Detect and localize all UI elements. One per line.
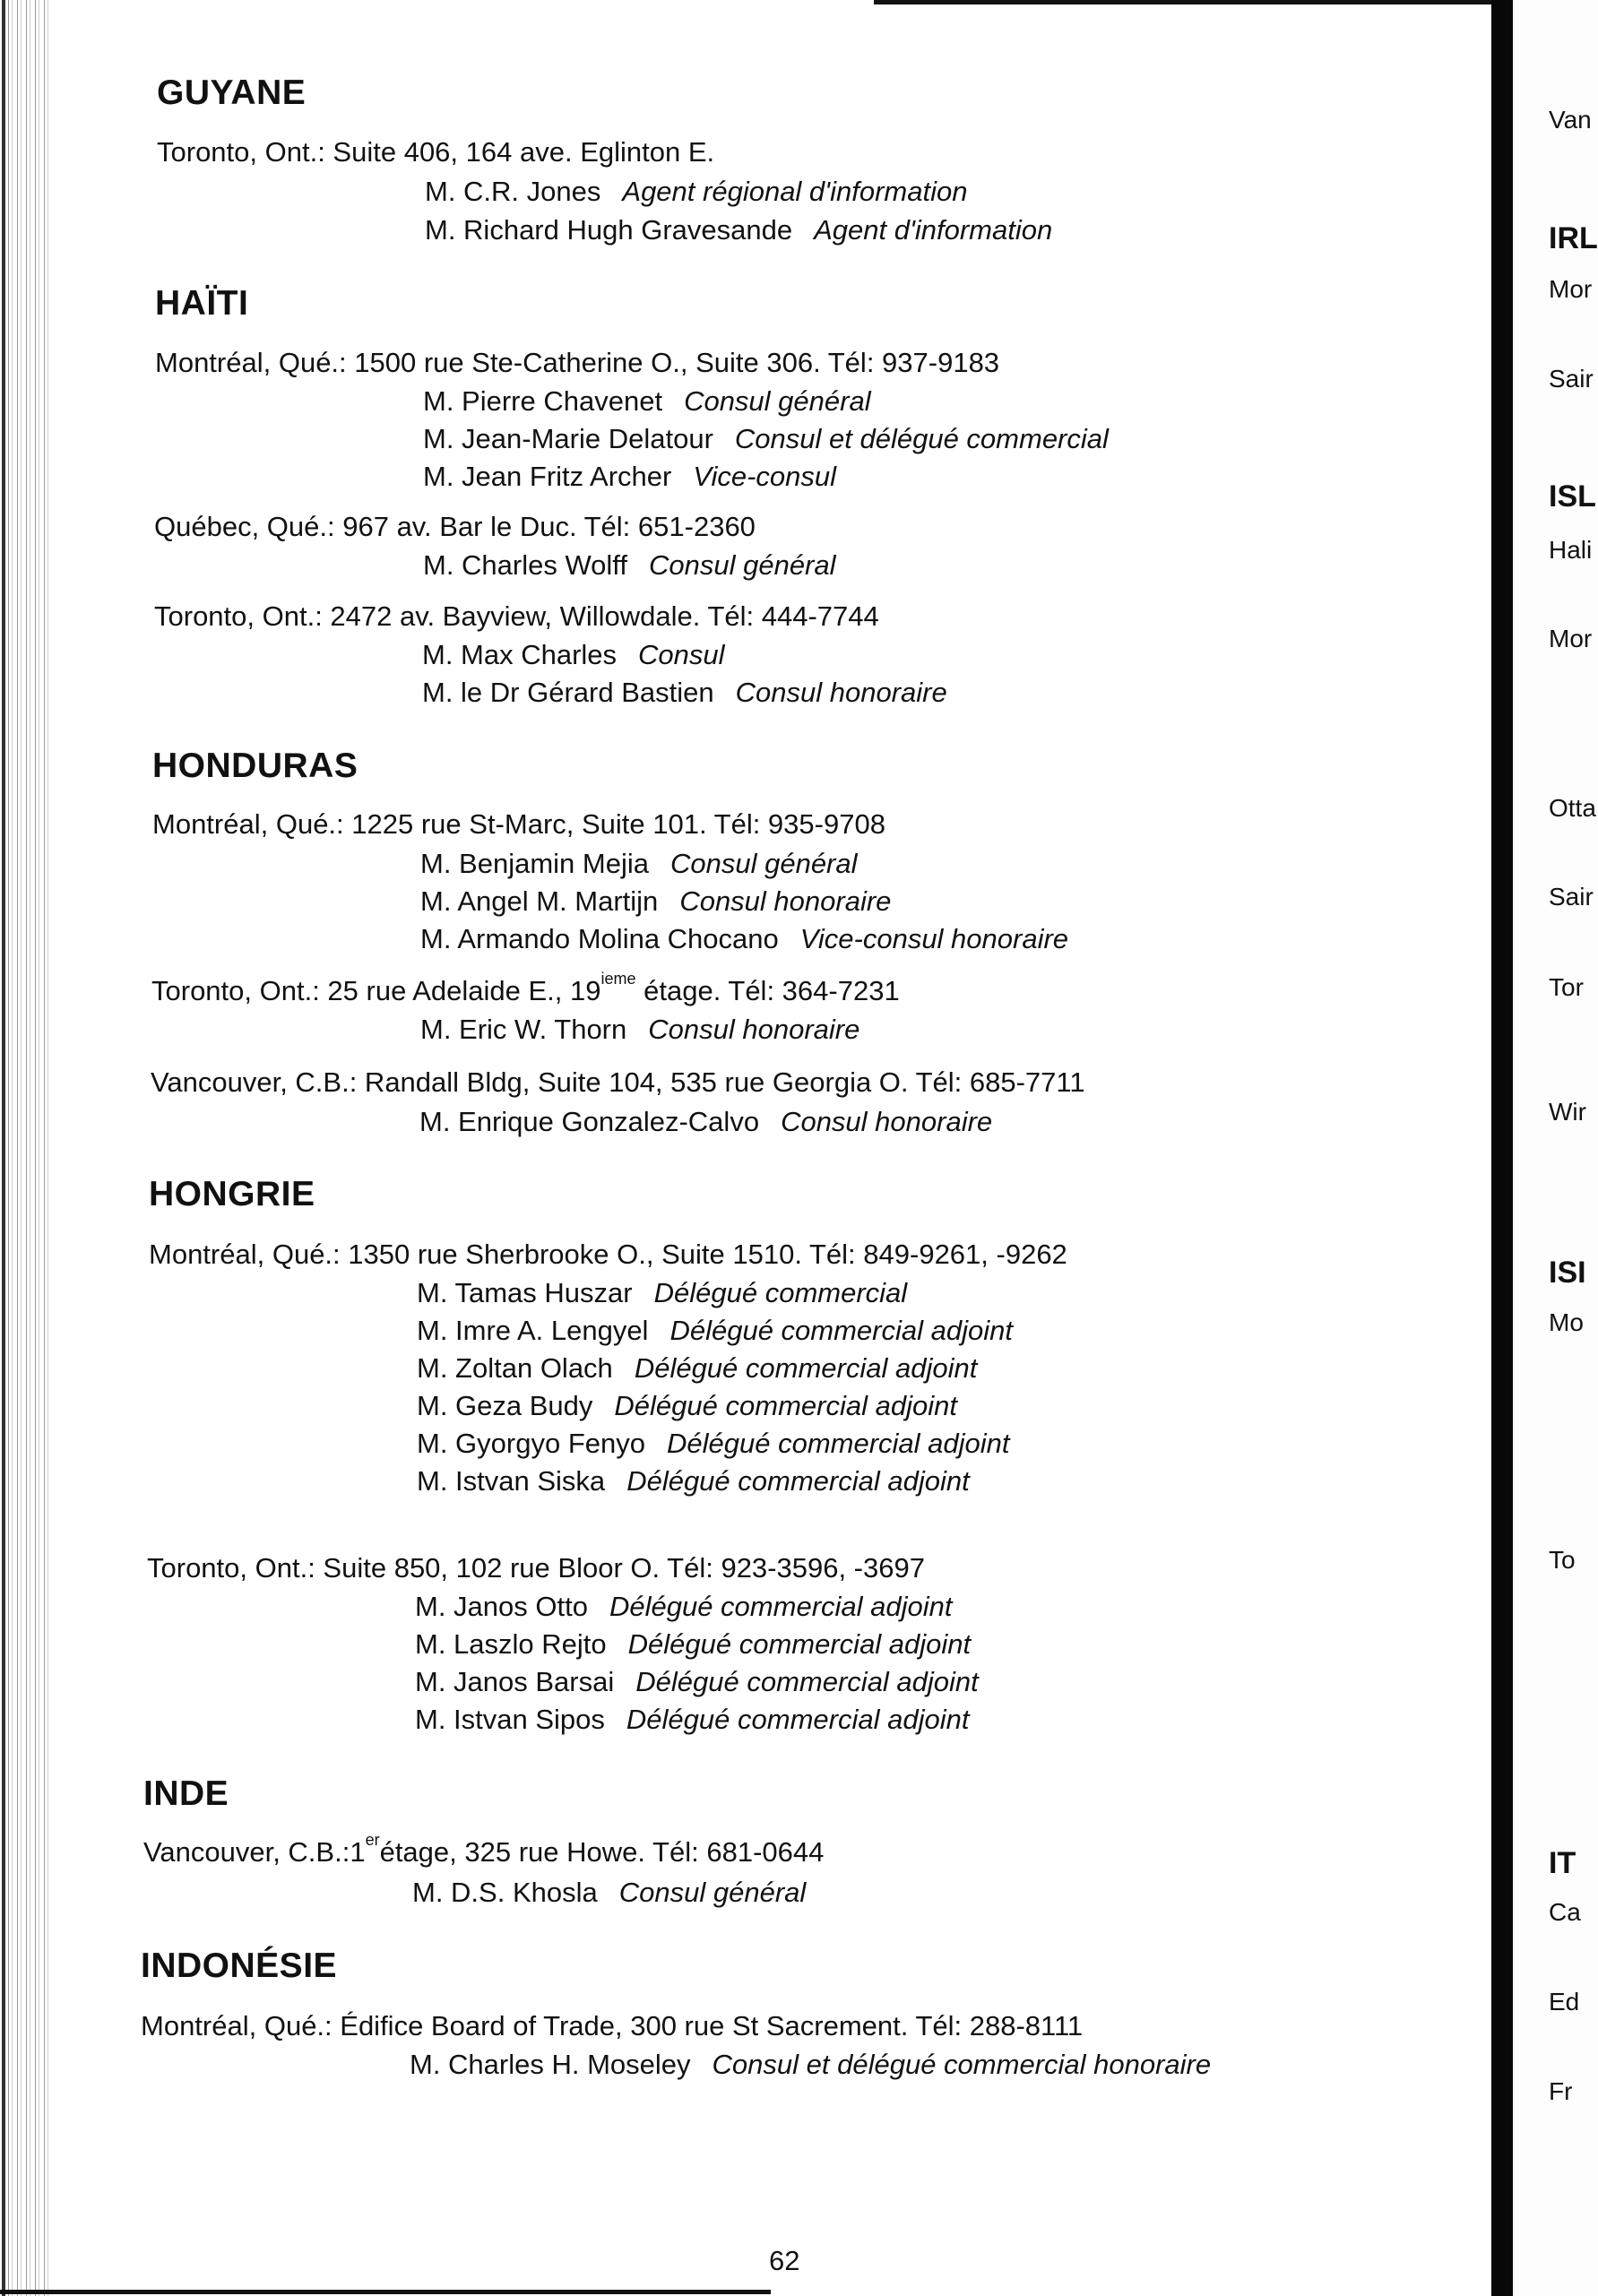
office-address: Montréal, Qué.: 1350 rue Sherbrooke O., Suite 1510. Tél: 849-9261, -9262 [149,1239,1067,1270]
person-title: Délégué commercial adjoint [635,1666,979,1697]
section-heading-guyane: GUYANE [157,73,307,112]
person-title: Délégué commercial adjoint [666,1428,1010,1459]
person-name: M. le Dr Gérard Bastien [422,677,714,708]
person-entry [417,1465,970,1498]
person-entry [415,1704,969,1736]
person-name: M. Richard Hugh Gravesande [425,214,793,246]
fragment-text: Wir [1549,1098,1586,1126]
person-name: M. Eric W. Thorn [420,1014,627,1045]
person-name: M. Armando Molina Chocano [420,923,779,954]
address-text: Vancouver, C.B.:1 [143,1836,366,1868]
section-heading-inde: INDE [143,1774,229,1813]
fragment-text: Mor [1549,275,1593,303]
person-name: M. Istvan Sipos [415,1704,605,1735]
person-entry [425,176,967,208]
person-name: M. Benjamin Mejia [420,848,649,879]
adjacent-page-fragment [1513,0,1598,2296]
person-name: M. Enrique Gonzalez-Calvo [419,1106,760,1137]
person-name: M. Jean-Marie Delatour [423,423,713,454]
section-heading-haiti: HAÏTI [155,284,249,323]
scan-left-edge [0,0,52,2296]
person-title: Délégué commercial adjoint [634,1352,978,1384]
fragment-text: Mor [1549,625,1593,652]
fragment-text: Mo [1549,1308,1584,1336]
person-name: M. Charles Wolff [423,549,627,581]
person-entry [423,423,1109,455]
person-title: Délégué commercial adjoint [626,1704,970,1735]
fragment-text: Hali [1549,536,1593,564]
person-entry [420,848,858,880]
person-title: Consul et délégué commercial honoraire [712,2049,1212,2080]
address-text: étage. Tél: 364-7231 [644,975,900,1006]
fragment-text: Ca [1549,1898,1581,1926]
person-name: M. D.S. Khosla [412,1877,598,1908]
person-entry [420,885,891,918]
person-title: Vice-consul honoraire [799,923,1069,954]
person-title: Consul et délégué commercial [734,423,1109,454]
fragment-text: Sair [1549,365,1594,393]
person-entry [420,923,1068,955]
fragment-heading: IT [1549,1846,1576,1880]
person-name: M. Gyorgyo Fenyo [417,1428,645,1459]
address-superscript: ieme [600,970,636,988]
person-entry [423,385,871,418]
person-name: M. C.R. Jones [425,176,601,207]
person-name: M. Angel M. Martijn [420,885,659,917]
person-title: Agent régional d'information [622,176,968,207]
person-entry [415,1628,971,1661]
person-entry [417,1277,907,1309]
fragment-text: Sair [1549,883,1594,911]
section-heading-honduras: HONDURAS [152,747,358,785]
person-entry [423,549,836,582]
person-title: Consul honoraire [679,885,892,917]
address-text: Toronto, Ont.: 25 rue Adelaide E., 19 [151,975,601,1006]
office-address: Toronto, Ont.: Suite 406, 164 ave. Eglinton E. [157,136,715,168]
person-title: Délégué commercial adjoint [614,1390,957,1421]
person-name: M. Charles H. Moseley [410,2049,691,2080]
person-name: M. Max Charles [422,639,618,670]
person-title: Consul général [669,848,858,879]
fragment-heading: IRL [1549,221,1598,255]
fragment-heading: ISI [1549,1256,1586,1290]
office-address: Toronto, Ont.: Suite 850, 102 rue Bloor O. Tél: 923-3596, -3697 [147,1552,925,1584]
person-title: Consul [638,639,725,670]
person-title: Consul honoraire [781,1106,993,1137]
person-entry [415,1666,979,1698]
fragment-text: To [1549,1546,1576,1574]
person-entry [422,639,725,671]
person-title: Consul honoraire [648,1014,860,1045]
person-title: Délégué commercial adjoint [626,1465,970,1497]
address-superscript: er [365,1831,380,1849]
person-name: M. Janos Barsai [415,1666,615,1697]
person-entry [417,1428,1010,1460]
scan-top-border [874,0,1501,4]
person-name: M. Pierre Chavenet [423,385,663,417]
scan-bottom-border [0,2290,771,2294]
person-title: Délégué commercial [653,1277,908,1308]
person-entry [412,1877,806,1909]
office-address: Montréal, Qué.: Édifice Board of Trade, 300 rue St Sacrement. Tél: 288-8111 [141,2010,1084,2041]
office-address: Québec, Qué.: 967 av. Bar le Duc. Tél: 651-2360 [154,511,756,542]
section-heading-hongrie: HONGRIE [149,1175,315,1213]
person-entry [422,677,947,709]
person-name: M. Laszlo Rejto [415,1628,607,1660]
office-address [151,970,900,1007]
person-title: Délégué commercial adjoint [627,1628,972,1660]
person-title: Délégué commercial adjoint [669,1315,1013,1346]
person-title: Consul général [618,1877,807,1908]
office-address: Montréal, Qué.: 1225 rue St-Marc, Suite 101. Tél: 935-9708 [152,808,885,840]
address-text: étage, 325 rue Howe. Tél: 681-0644 [379,1836,825,1868]
person-name: M. Geza Budy [417,1390,593,1421]
person-name: M. Istvan Siska [417,1465,606,1497]
person-title: Délégué commercial adjoint [609,1591,953,1622]
office-address: Toronto, Ont.: 2472 av. Bayview, Willowdale. Tél: 444-7744 [154,600,879,632]
person-entry [417,1315,1013,1347]
person-entry [417,1352,977,1385]
person-entry [419,1106,992,1138]
person-name: M. Janos Otto [415,1591,588,1622]
person-entry [415,1591,953,1623]
fragment-text: Ed [1549,1988,1580,2015]
fragment-heading: ISL [1549,479,1596,514]
person-title: Vice-consul [693,461,837,492]
fragment-text: Fr [1549,2077,1573,2105]
person-entry [420,1014,859,1046]
person-entry [423,461,836,493]
office-address: Montréal, Qué.: 1500 rue Ste-Catherine O., Suite 306. Tél: 937-9183 [155,347,1000,378]
book-spine [1491,0,1513,2296]
person-entry [425,214,1052,246]
person-entry [417,1390,957,1422]
person-name: M. Jean Fritz Archer [423,461,672,492]
office-address [143,1831,825,1869]
person-title: Consul général [648,549,836,581]
person-title: Consul honoraire [735,677,947,708]
person-title: Agent d'information [814,214,1053,246]
fragment-text: Van [1549,106,1592,134]
person-entry [410,2049,1211,2081]
person-name: M. Imre A. Lengyel [417,1315,649,1346]
person-name: M. Tamas Huszar [417,1277,633,1308]
page-number: 62 [769,2245,800,2276]
fragment-text: Otta [1549,794,1596,822]
section-heading-indonesie: INDONÉSIE [141,1946,338,1985]
office-address: Vancouver, C.B.: Randall Bldg, Suite 104, 535 rue Georgia O. Tél: 685-7711 [151,1066,1085,1098]
fragment-text: Tor [1549,973,1584,1001]
person-title: Consul général [684,385,871,417]
person-name: M. Zoltan Olach [417,1352,613,1384]
